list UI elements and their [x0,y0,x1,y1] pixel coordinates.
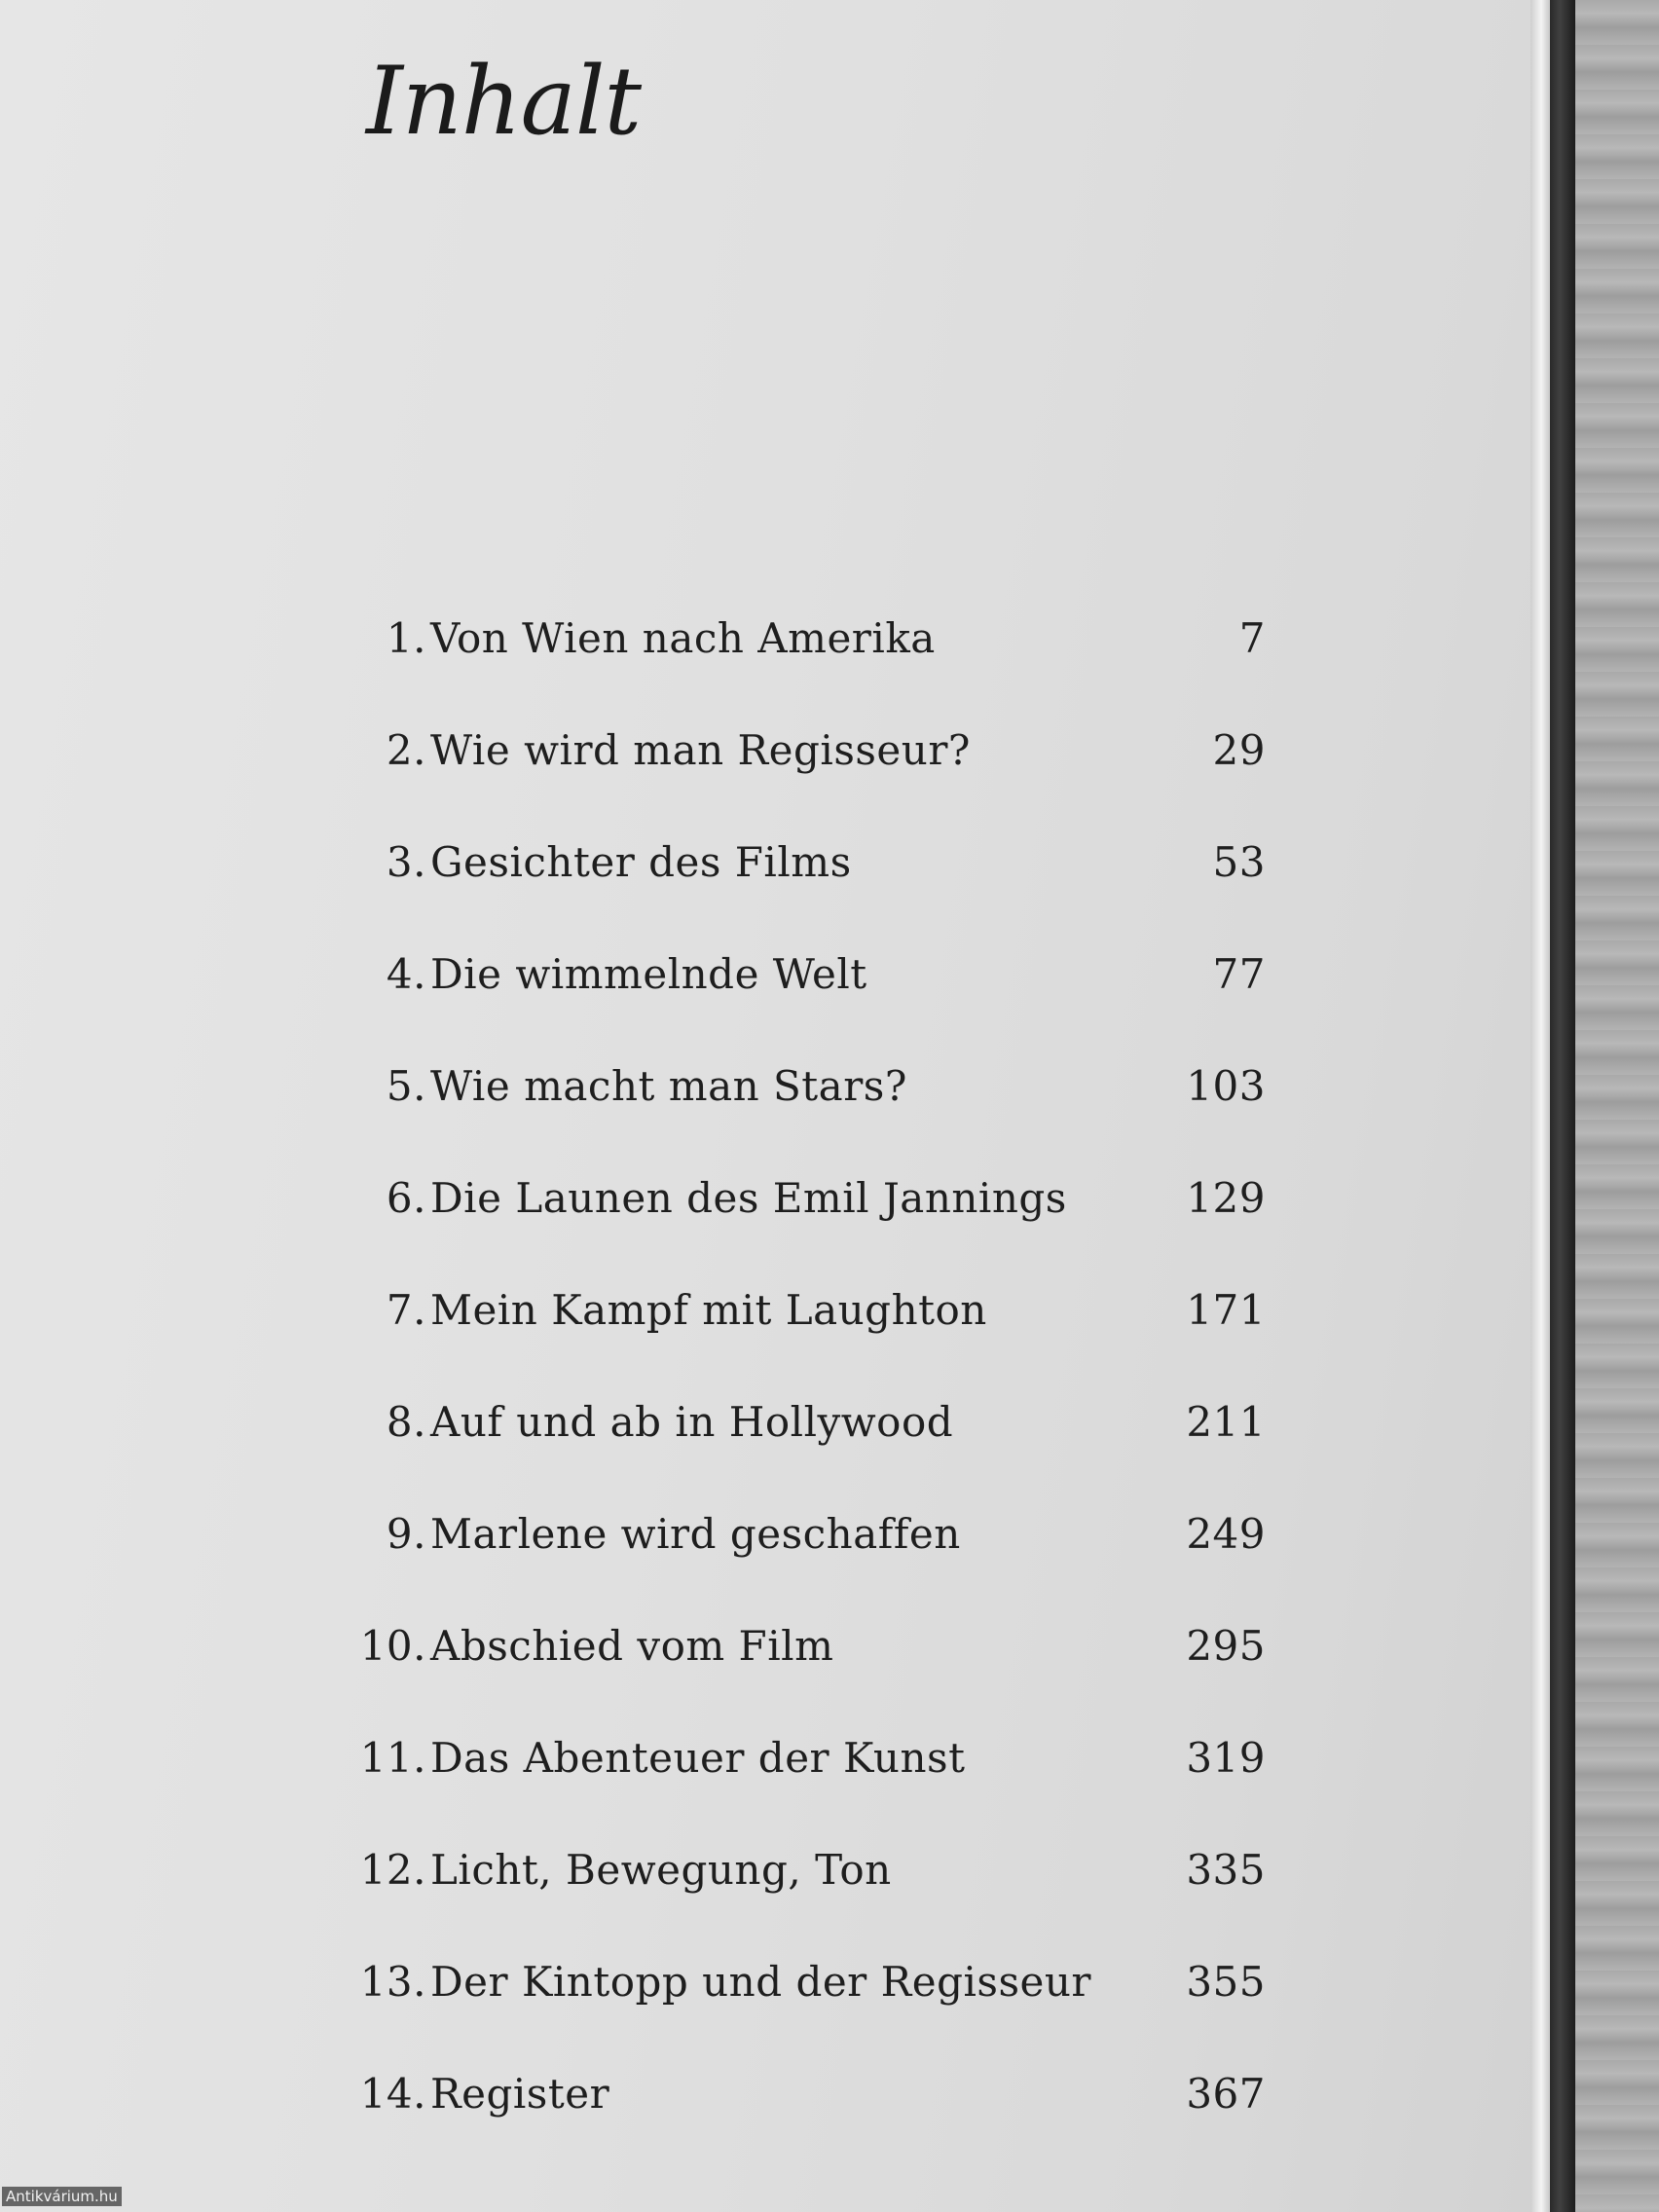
toc-entry-page: 129 [1186,1174,1266,1222]
toc-entry [350,1383,1266,1495]
toc-entry-title: Licht, Bewegung, Ton [430,1846,892,1894]
toc-entry [350,1719,1266,1831]
toc-entry-number: 8. [386,1398,426,1446]
toc-entry-title: Die Launen des Emil Jannings [430,1174,1067,1222]
toc-entry-title: Der Kintopp und der Regisseur [430,1958,1091,2006]
toc-entry-number: 5. [386,1062,426,1110]
toc-entry-number: 7. [386,1286,426,1334]
toc-entry-number: 12. [359,1846,426,1894]
toc-entry-page: 335 [1186,1846,1266,1894]
toc-entry [350,1943,1266,2055]
toc-entry-number: 9. [386,1510,426,1558]
toc-entry-number: 10. [359,1622,426,1670]
toc-entry [350,1048,1266,1160]
toc-entry-number: 6. [386,1174,426,1222]
toc-entry-page: 319 [1186,1734,1266,1782]
toc-entry-number: 4. [386,950,426,998]
toc-entry [350,824,1266,936]
toc-entry [350,1272,1266,1383]
toc-entry-title: Gesichter des Films [430,838,852,886]
toc-entry-number: 2. [386,726,426,774]
toc-entry-page: 295 [1186,1622,1266,1670]
toc-entry-page: 249 [1186,1510,1266,1558]
toc-entry-number: 11. [359,1734,426,1782]
table-of-contents [350,600,1266,2167]
toc-entry-page: 103 [1186,1062,1266,1110]
book-cover-edge [1550,0,1575,2212]
toc-entry-title: Auf und ab in Hollywood [430,1398,954,1446]
toc-entry-number: 3. [386,838,426,886]
watermark: Antikvárium.hu [2,2187,122,2206]
toc-entry [350,1607,1266,1719]
toc-entry-title: Die wimmelnde Welt [430,950,867,998]
toc-entry [350,1831,1266,1943]
toc-entry-title: Von Wien nach Amerika [430,614,936,662]
toc-entry-page: 29 [1212,726,1266,774]
toc-entry [350,1495,1266,1607]
toc-entry-number: 1. [386,614,426,662]
toc-entry-number: 14. [359,2070,426,2118]
toc-entry-title: Wie wird man Regisseur? [430,726,971,774]
toc-entry [350,712,1266,824]
toc-entry-title: Mein Kampf mit Laughton [430,1286,987,1334]
toc-entry-page: 171 [1186,1286,1266,1334]
toc-entry-title: Wie macht man Stars? [430,1062,907,1110]
toc-entry-title: Das Abenteuer der Kunst [430,1734,966,1782]
toc-entry-page: 211 [1186,1398,1266,1446]
toc-entry-title: Marlene wird geschaffen [430,1510,961,1558]
toc-entry-page: 77 [1212,950,1266,998]
toc-entry [350,2055,1266,2167]
wood-background [1575,0,1659,2212]
page-edge [1530,0,1552,2212]
toc-entry-page: 7 [1238,614,1266,662]
toc-entry-title: Abschied vom Film [430,1622,834,1670]
toc-entry-page: 53 [1212,838,1266,886]
toc-entry-page: 355 [1186,1958,1266,2006]
toc-entry-title: Register [430,2070,610,2118]
toc-entry-number: 13. [359,1958,426,2006]
toc-entry [350,1160,1266,1272]
page-title: Inhalt [366,47,642,156]
toc-entry [350,600,1266,712]
toc-entry-page: 367 [1186,2070,1266,2118]
toc-entry [350,936,1266,1048]
